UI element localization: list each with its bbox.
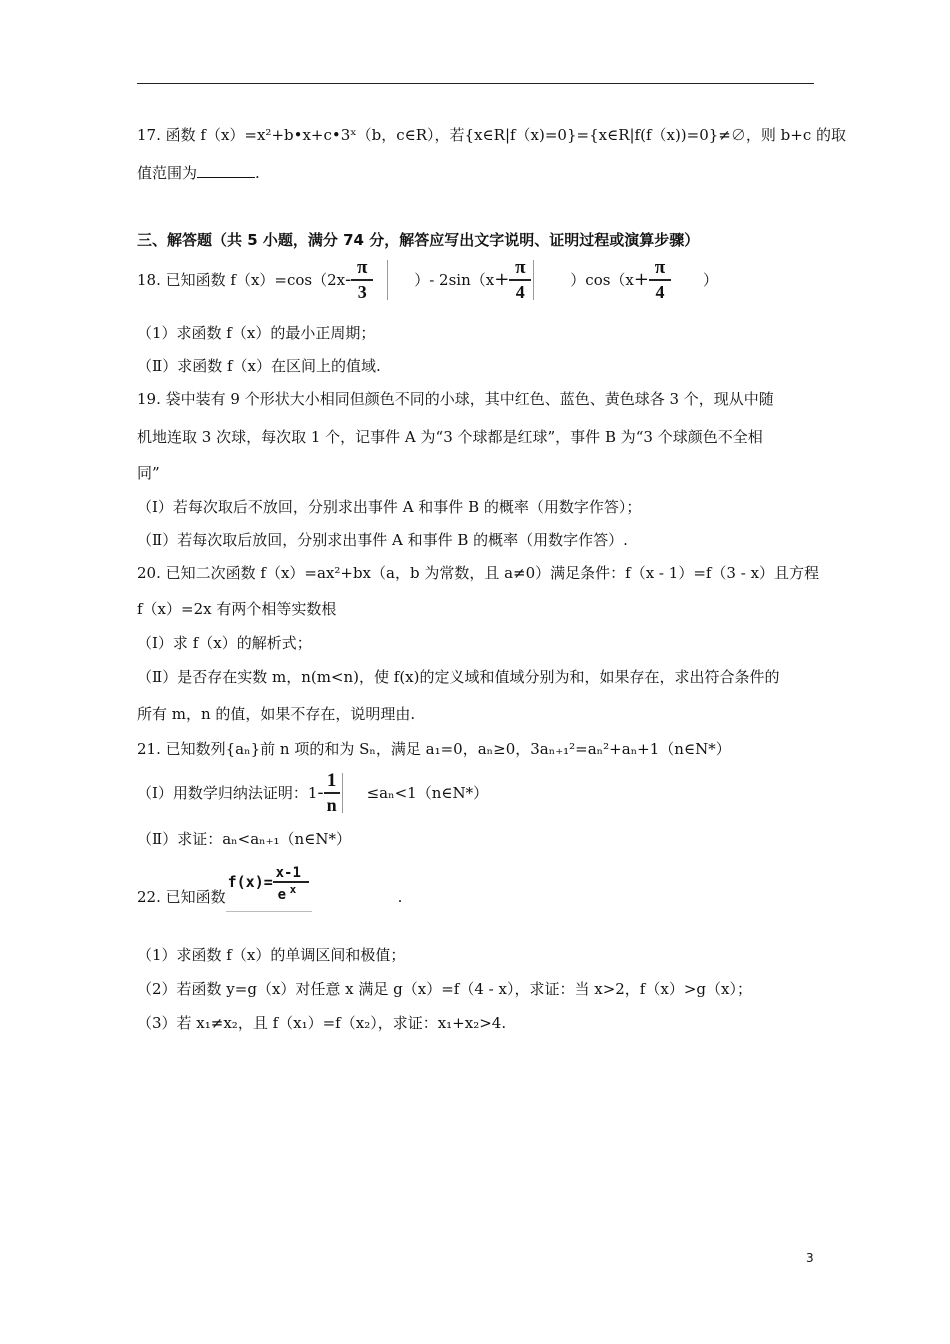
q18-frac1-num: π [356,257,368,278]
header-rule [137,83,814,84]
page-number: 3 [806,1251,814,1265]
q18-frac2-edge [533,260,534,300]
q18-frac2-num: π [515,257,526,278]
q17-line2-end: . [255,164,260,182]
q21-part1-post: ≤aₙ<1（n∈N*） [366,784,489,802]
q20-part1: （Ⅰ）求 f（x）的解析式； [137,634,312,652]
q17-answer-blank [197,163,255,178]
section3-title: 三、解答题（共 5 小题，满分 74 分，解答应写出文字说明、证明过程或演算步骤） [137,231,700,249]
q18-frac2-den: 4 [515,282,525,302]
q18-stem-mid1: ）- 2sin（x [414,271,495,289]
q21-part1-minus: - [317,782,324,803]
q19-line2: 机地连取 3 次球，每次取 1 个，记事件 A 为“3 个球都是红球”，事件 B 为“3 个球颜色不全相 [137,428,763,446]
q21-frac-den: n [326,795,337,815]
q17-line2-text: 值范围为 [137,164,198,182]
q21-frac-bar [324,792,340,794]
q19-part2: （Ⅱ）若每次取后放回，分别求出事件 A 和事件 B 的概率（用数字作答）. [137,531,628,549]
q18-frac1-edge [387,260,388,300]
q18-stem [137,258,827,302]
q18-frac1-bar [351,279,373,281]
q20-line1: 20. 已知二次函数 f（x）=ax²+bx（a，b 为常数，且 a≠0）满足条件：f（x - 1）=f（3 - x）且方程 [137,564,820,582]
q18-fraction-pi-3 [351,258,373,302]
q21-frac-edge [342,773,343,813]
q18-plus1: + [494,269,510,290]
q17-line1: 17. 函数 f（x）=x²+b•x+c•3ˣ（b，c∈R），若{x∈R|f（x)=0}={x∈R|f(f（x))=0}≠∅，则 b+c 的取 [137,126,846,144]
q21-fraction-1-n [324,771,340,815]
q20-part2a: （Ⅱ）是否存在实数 m，n(m<n)，使 f(x)的定义域和值域分别为和，如果存在，求出符合条件的 [137,668,780,686]
q21-frac-num: 1 [326,770,337,791]
q22-part3: （3）若 x₁≠x₂，且 f（x₁）=f（x₂），求证：x₁+x₂>4. [137,1014,507,1032]
q18-plus2: + [633,269,649,290]
q18-minus: - [345,269,352,290]
q18-stem-end: ） [702,271,718,289]
q18-part2: （Ⅱ）求函数 f（x）在区间上的值域. [137,357,381,375]
q17-line2 [137,162,827,184]
q22-stem-pre: 22. 已知函数 [137,888,226,906]
q22-formula-den: e [277,887,287,903]
q22-stem [137,864,827,912]
q21-part1-pre: （Ⅰ）用数学归纳法证明：1 [137,784,318,802]
q22-formula-num: x-1 [275,865,301,881]
q18-frac1-den: 3 [357,282,367,302]
q20-line2: f（x）=2x 有两个相等实数根 [137,600,337,618]
q22-stem-post: . [397,888,403,906]
q22-formula-image [226,863,312,912]
q21-part2: （Ⅱ）求证：aₙ<aₙ₊₁（n∈N*） [137,830,351,848]
q18-frac3-den: 4 [655,282,665,302]
q19-line3: 同” [137,464,160,482]
q18-fraction-pi-4-b [649,258,671,302]
q21-line1: 21. 已知数列{aₙ}前 n 项的和为 Sₙ，满足 a₁=0，aₙ≥0，3aₙ₊₁²=aₙ²+aₙ+1（n∈N*） [137,740,731,758]
q19-line1: 19. 袋中装有 9 个形状大小相同但颜色不同的小球，其中红色、蓝色、黄色球各 3 个，现从中随 [137,390,774,408]
q21-part1 [137,771,827,815]
q19-part1: （Ⅰ）若每次取后不放回，分别求出事件 A 和事件 B 的概率（用数字作答）； [137,498,642,516]
q18-frac3-num: π [654,257,666,278]
q18-frac3-bar [649,279,671,281]
q22-formula-lhs: f(x)= [227,873,273,891]
q22-part2: （2）若函数 y=g（x）对任意 x 满足 g（x）=f（4 - x），求证：当 x>2，f（x）>g（x）； [137,980,752,998]
q20-part2b: 所有 m，n 的值，如果不存在，说明理由. [137,705,416,723]
q18-stem-pre: 18. 已知函数 f（x）=cos（2x [137,271,346,289]
q18-part1: （1）求函数 f（x）的最小正周期； [137,324,376,342]
q18-fraction-pi-4-a [509,258,531,302]
q18-frac2-bar [509,279,531,281]
q22-part1: （1）求函数 f（x）的单调区间和极值； [137,946,406,964]
q18-stem-mid2: ）cos（x [570,271,634,289]
q22-formula-exp: x [289,883,297,896]
